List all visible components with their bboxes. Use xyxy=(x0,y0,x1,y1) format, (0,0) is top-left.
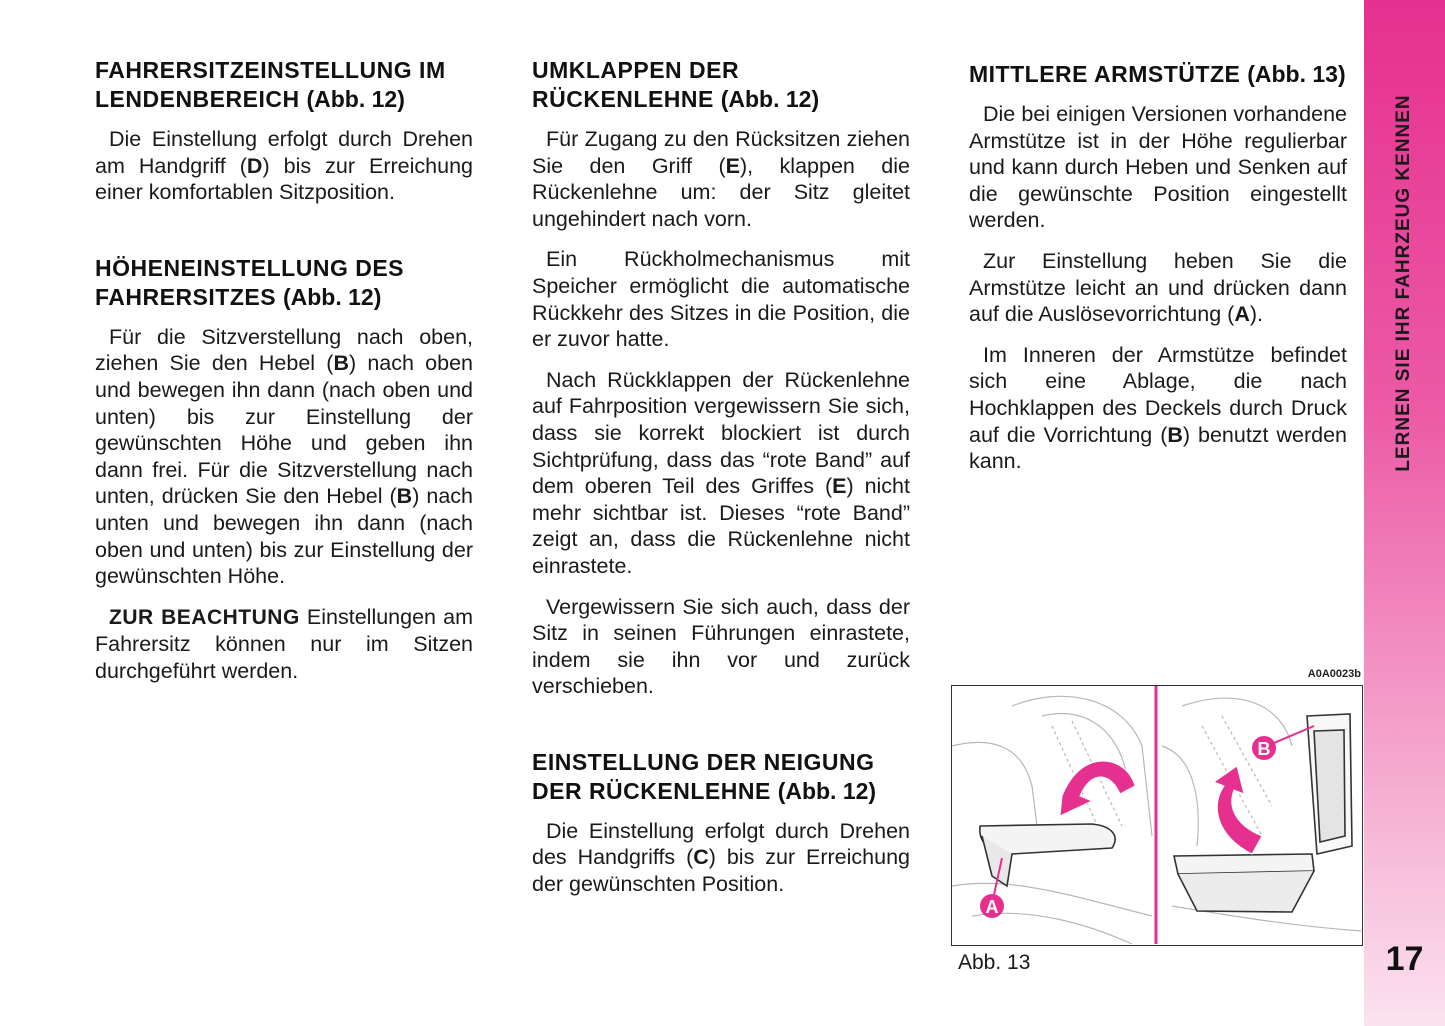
note-paragraph: ZUR BEACHTUNG Einstellungen am Fahrersitz können nur im Sitzen durchgeführt werden. xyxy=(95,604,473,683)
paragraph-fold-3: Nach Rückklappen der Rückenlehne auf Fahrposition vergewissern Sie sich, dass sie korrekt blockiert ist durch Sichtprüfung, dass das “rote Band” auf dem oberen Teil des Griffes (E) nicht mehr sichtbar ist. Dieses “rote Band” zeigt an, dass die Rückenlehne nicht einrastete. xyxy=(532,367,910,578)
heading-ref: (Abb. 12) xyxy=(720,86,820,112)
paragraph-armrest-2: Zur Einstellung heben Sie die Armstütze leicht an und drücken dann auf die Auslösevorrichtung (A). xyxy=(969,248,1347,327)
figure-caption: Abb. 13 xyxy=(958,951,1031,974)
paragraph-height: Für die Sitzverstellung nach oben, ziehen Sie den Hebel (B) nach oben und bewegen ihn dann (nach oben und unten) bis zur Einstellung der gewünschten Höhe und geben ihn dann frei. Für die Sitzverstellung nach unten, drücken Sie den Hebel (B) nach unten und bewegen ihn dann (nach oben und unten) bis zur Einstellung der gewünschten Höhe. xyxy=(95,324,474,589)
heading-ref: (Abb. 12) xyxy=(282,283,382,310)
heading-fold: UMKLAPPEN DER RÜCKENLEHNE (Abb. 12) xyxy=(532,57,820,112)
heading-ref: (Abb. 12) xyxy=(777,777,877,804)
paragraph-lumbar: Die Einstellung erfolgt durch Drehen am Handgriff (D) bis zur Erreichung einer komfortablen Sitzposition. xyxy=(95,127,473,205)
page-number: 17 xyxy=(1385,940,1424,978)
armrest-illustration xyxy=(952,686,1361,944)
paragraph-fold-4: Vergewissern Sie sich auch, dass der Sitz in seinen Führungen einrastete, indem sie ihn vor und zurück verschieben. xyxy=(532,594,910,699)
paragraph-fold-2: Ein Rückholmechanismus mit Speicher ermöglicht die automatische Rückkehr des Sitzes in die Position, die er zuvor hatte. xyxy=(532,247,910,352)
figure-code: A0A0023b xyxy=(1307,668,1361,680)
heading-ref: (Abb. 13) xyxy=(1247,61,1346,87)
column-right xyxy=(969,60,1347,489)
heading-height: HÖHENEINSTELLUNG DES FAHRERSITZES (Abb. 12) xyxy=(95,254,405,310)
heading-lumbar: FAHRERSITZEINSTELLUNG IM LENDENBEREICH (Abb. 12) xyxy=(95,57,446,112)
paragraph-tilt: Die Einstellung erfolgt durch Drehen des Handgriffs (C) bis zur Erreichung der gewünschten Position. xyxy=(532,818,910,897)
label-a: A xyxy=(985,897,999,917)
column-middle xyxy=(532,56,910,912)
column-left xyxy=(95,56,473,699)
paragraph-fold-1: Für Zugang zu den Rücksitzen ziehen Sie den Griff (E), klappen die Rückenlehne um: der Sitz gleitet ungehindert nach vorn. xyxy=(532,127,910,231)
label-b: B xyxy=(1257,739,1271,759)
heading-tilt: EINSTELLUNG DER NEIGUNG DER RÜCKENLEHNE (Abb. 12) xyxy=(532,748,877,804)
heading-ref: (Abb. 12) xyxy=(306,86,405,112)
heading-armrest: MITTLERE ARMSTÜTZE (Abb. 13) xyxy=(969,61,1346,87)
note-label: ZUR BEACHTUNG xyxy=(109,605,300,629)
armrest-figure xyxy=(951,685,1363,946)
paragraph-armrest-3: Im Inneren der Armstütze befindet sich eine Ablage, die nach Hochklappen des Deckels durch Druck auf die Vorrichtung (B) benutzt werden kann. xyxy=(969,342,1347,474)
chapter-title: LERNEN SIE IHR FAHRZEUG KENNEN xyxy=(1393,94,1414,472)
paragraph-armrest-1: Die bei einigen Versionen vorhandene Armstütze ist in der Höhe regulierbar und kann durch Heben und Senken auf die gewünschte Position eingestellt werden. xyxy=(969,102,1347,233)
